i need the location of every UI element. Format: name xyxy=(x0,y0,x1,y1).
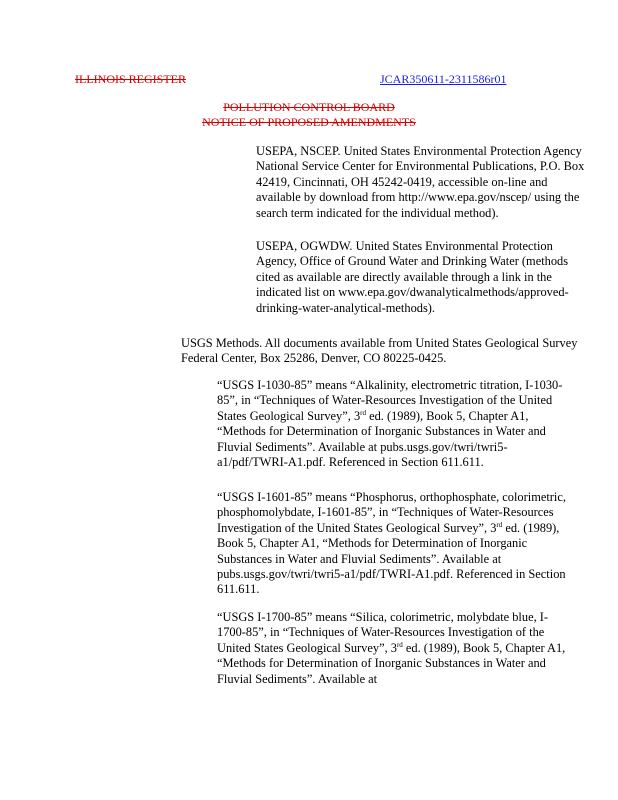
usgs-i1030-sup: rd xyxy=(360,408,366,417)
usgs-i1601-text: “USGS I-1601-85” means “Phosphorus, orthophosphate, colorimetric, phosphomolybdate, I-1601-85”, in “Techniques of Water-Resources Investigation of the United States Geological Survey”, 3 xyxy=(217,490,566,535)
usgs-i1601-paragraph xyxy=(217,490,572,598)
usgs-i1601-sup: rd xyxy=(496,520,503,529)
usgs-i1030-text-end: ed. (1989), Book 5, Chapter A1, “Methods for Determination of Inorganic Substances in Water and Fluvial Sediments”. Available at pubs.usgs.gov/twri/twri5-a1/pdf/TWRI-A1.pdf. Referenced in Section 611.611. xyxy=(217,408,546,470)
usepa-ogwdw-paragraph: USEPA, OGWDW. United States Environmental Protection Agency, Office of Ground Water and Drinking Water (methods cited as available are directly available through a link in the indicated list on www.epa.gov/dwanalyticalmethods/approved-drinking-water-analytical-methods). xyxy=(256,239,569,315)
usgs-methods-paragraph: USGS Methods. All documents available from United States Geological Survey Federal Center, Box 25286, Denver, CO 80225-0425. xyxy=(181,336,578,366)
usgs-i1700-text-end: ed. (1989), Book 5, Chapter A1, “Methods for Determination of Inorganic Substances in Water and Fluvial Sediments”. Available at xyxy=(217,640,566,686)
usepa-nscep-paragraph: USEPA, NSCEP. United States Environmental Protection Agency National Service Center for Environmental Publications, P.O. Box 42419, Cincinnati, OH 45242-0419, accessible on-line and available by download from http://www.epa.gov/nscep/ using the search term indicated for the individual method). xyxy=(256,144,585,220)
usgs-i1700-text: “USGS I-1700-85” means “Silica, colorimetric, molybdate blue, I-1700-85”, in “Techniques of Water-Resources Investigation of the United States Geological Survey”, 3 xyxy=(217,610,549,655)
notice-title: NOTICE OF PROPOSED AMENDMENTS xyxy=(202,115,416,129)
register-header: ILLINOIS REGISTER xyxy=(75,72,186,86)
usgs-i1700-sup: rd xyxy=(396,640,403,649)
usgs-i1700-paragraph xyxy=(217,610,572,687)
document-id: JCAR350611-2311586r01 xyxy=(380,72,507,86)
usgs-i1030-text: “USGS I-1030-85” means “Alkalinity, electrometric titration, I-1030-85”, in “Techniques of Water-Resources Investigation of the United States Geological Survey”, 3 xyxy=(217,378,563,423)
usgs-i1030-paragraph xyxy=(217,378,572,470)
board-title: POLLUTION CONTROL BOARD xyxy=(223,100,395,114)
usgs-i1601-text-end: ed. (1989), Book 5, Chapter A1, “Methods for Determination of Inorganic Substances in Water and Fluvial Sediments”. Available at pubs.usgs.gov/twri/twri5-a1/pdf/TWRI-A1.pdf. Referenced in Section 611.611. xyxy=(217,520,566,597)
